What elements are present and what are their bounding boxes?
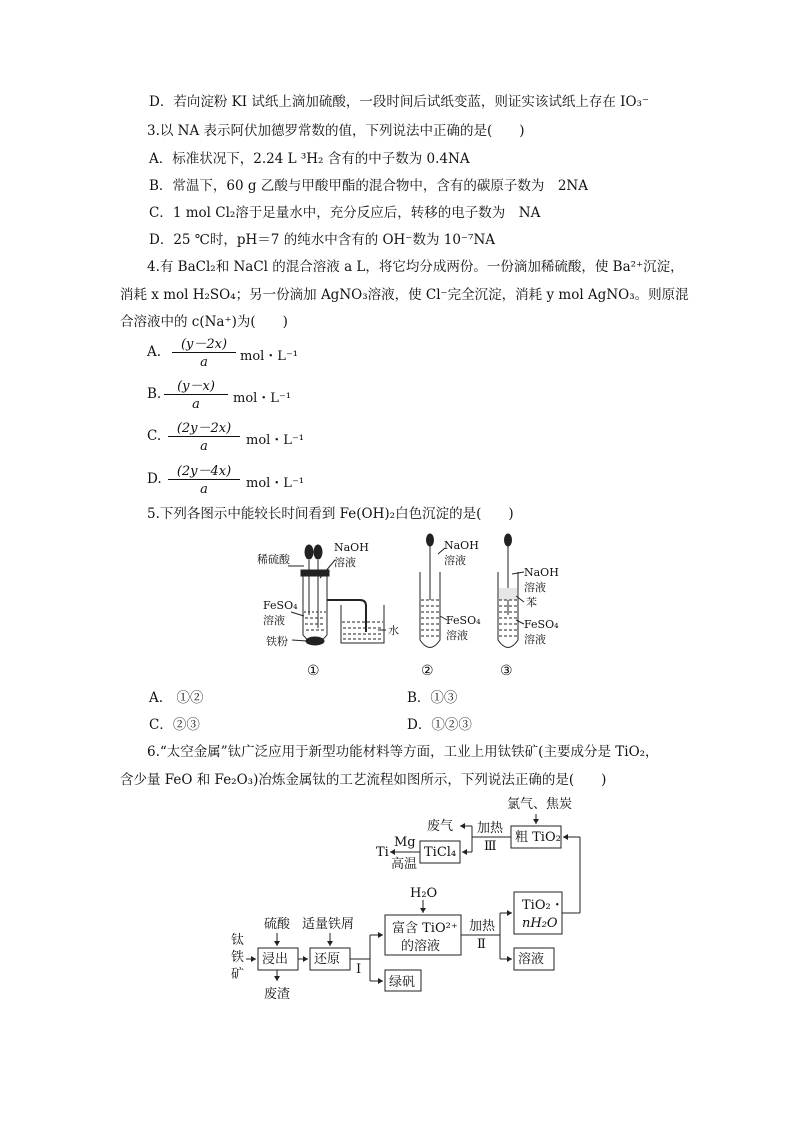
label-hydrate-line2: nH₂O — [522, 916, 558, 931]
q5-option-b: B．①③ — [407, 690, 458, 706]
label-mg: Mg — [394, 835, 416, 850]
label-iron-scrap: 适量铁屑 — [302, 917, 355, 932]
q3-option-a: A．标准状况下，2.24 L ³H₂ 含有的中子数为 0.4NA — [149, 151, 470, 167]
label-step-2: Ⅱ — [477, 937, 486, 952]
q4-option-b-label: B. — [147, 386, 162, 402]
q4-option-c-denominator: a — [200, 439, 208, 454]
label-sulfuric-acid: 硫酸 — [264, 917, 291, 932]
label-heat-3: 加热 — [477, 821, 504, 836]
label-rich-line1: 富含 TiO²⁺ — [392, 921, 458, 936]
q4-option-c-numerator: (2y－2x) — [176, 421, 232, 436]
label-feso4-3: FeSO₄ — [524, 618, 559, 631]
label-feso4-1: FeSO₄ — [263, 599, 298, 612]
label-ticl4: TiCl₄ — [424, 845, 457, 860]
label-naoh-2: NaOH — [444, 539, 479, 552]
q3-stem: 3.以 NA 表示阿伏加德罗常数的值，下列说法中正确的是( ) — [147, 123, 525, 139]
q4-option-c-unit: mol・L⁻¹ — [246, 433, 305, 448]
label-step-3: Ⅲ — [484, 839, 497, 854]
q4-option-a-numerator: (y－2x) — [180, 337, 228, 352]
ore-char-3: 矿 — [231, 967, 245, 982]
label-leach: 浸出 — [262, 952, 289, 967]
q4-option-b-unit: mol・L⁻¹ — [233, 391, 292, 406]
label-feso4-solution-3: 溶液 — [524, 633, 546, 646]
q5-option-a: A. ①② — [149, 690, 204, 706]
label-naoh-3: NaOH — [524, 566, 559, 579]
q4-option-d-label: D. — [147, 471, 162, 487]
label-cl2-coke: 氯气、焦炭 — [507, 797, 573, 812]
apparatus-number-2: ② — [421, 663, 434, 679]
q4-option-c-label: C. — [147, 428, 162, 444]
q5-option-d: D．①②③ — [407, 717, 472, 733]
label-naoh-solution-2: 溶液 — [444, 554, 466, 567]
q4-option-a-label: A. — [147, 344, 162, 360]
q4-stem-line3: 合溶液中的 c(Na⁺)为( ) — [120, 314, 288, 330]
q2-option-d: D．若向淀粉 KI 试纸上滴加硫酸，一段时间后试纸变蓝，则证实该试纸上存在 IO₃⁻ — [149, 94, 650, 110]
label-heat-2: 加热 — [469, 919, 496, 934]
q6-stem-line1: 6.“太空金属”钛广泛应用于新型功能材料等方面，工业上用钛铁矿(主要成分是 TiO₂， — [147, 744, 659, 760]
label-rich-line2: 的溶液 — [401, 939, 441, 954]
label-green-vitriol: 绿矾 — [389, 975, 416, 990]
q4-option-d-denominator: a — [200, 482, 208, 497]
q4-stem-line2: 消耗 x mol H₂SO₄；另一份滴加 AgNO₃溶液，使 Cl⁻完全沉淀，消耗 y mol AgNO₃。则原混 — [120, 287, 689, 303]
q4-option-a-denominator: a — [200, 355, 208, 370]
apparatus-number-1: ① — [307, 663, 320, 679]
q3-option-d: D．25 ℃时，pH＝7 的纯水中含有的 OH⁻数为 10⁻⁷NA — [149, 232, 496, 248]
label-solution: 溶液 — [518, 952, 545, 967]
label-water: 水 — [388, 624, 399, 637]
label-feso4-solution-2: 溶液 — [446, 629, 468, 642]
q4-option-b-denominator: a — [192, 397, 200, 412]
q5-option-c: C．②③ — [149, 717, 200, 733]
label-hydrate-line1: TiO₂・ — [522, 898, 564, 913]
label-iron-powder: 铁粉 — [266, 635, 288, 648]
label-reduce: 还原 — [314, 952, 341, 967]
q3-option-b: B．常温下，60 g 乙酸与甲酸甲酯的混合物中，含有的碳原子数为 2NA — [149, 178, 588, 194]
label-step-1: Ⅰ — [356, 962, 362, 977]
label-naoh-solution-3: 溶液 — [524, 581, 546, 594]
q4-option-d-numerator: (2y－4x) — [176, 464, 232, 479]
q4-option-d-unit: mol・L⁻¹ — [246, 476, 305, 491]
label-feso4-2: FeSO₄ — [446, 614, 481, 627]
q6-stem-line2: 含少量 FeO 和 Fe₂O₃)冶炼金属钛的工艺流程如图所示，下列说法正确的是( ) — [120, 772, 607, 788]
label-waste-gas: 废气 — [427, 819, 454, 834]
label-benzene: 苯 — [526, 596, 537, 609]
q4-stem-line1: 4.有 BaCl₂和 NaCl 的混合溶液 a L，将它均分成两份。一份滴加稀硫酸，使 Ba²⁺沉淀， — [147, 259, 684, 275]
q5-stem: 5.下列各图示中能较长时间看到 Fe(OH)₂白色沉淀的是( ) — [147, 506, 514, 522]
label-ti: Ti — [376, 845, 389, 860]
q4-option-b-numerator: (y－x) — [177, 379, 215, 394]
label-high-temp: 高温 — [391, 857, 418, 872]
label-naoh-1: NaOH — [334, 541, 369, 554]
ore-char-2: 铁 — [231, 950, 245, 965]
label-naoh-solution-1: 溶液 — [334, 556, 356, 569]
q4-option-a-unit: mol・L⁻¹ — [240, 349, 299, 364]
label-feso4-solution-1: 溶液 — [263, 614, 285, 627]
label-residue: 废渣 — [264, 987, 291, 1002]
ore-char-1: 钛 — [231, 933, 245, 948]
label-crude-tio2: 粗 TiO₂ — [515, 830, 561, 845]
label-dilute-sulfuric-acid: 稀硫酸 — [257, 553, 290, 566]
label-h2o: H₂O — [410, 886, 438, 901]
q3-option-c: C．1 mol Cl₂溶于足量水中，充分反应后，转移的电子数为 NA — [149, 205, 541, 221]
apparatus-number-3: ③ — [500, 663, 513, 679]
